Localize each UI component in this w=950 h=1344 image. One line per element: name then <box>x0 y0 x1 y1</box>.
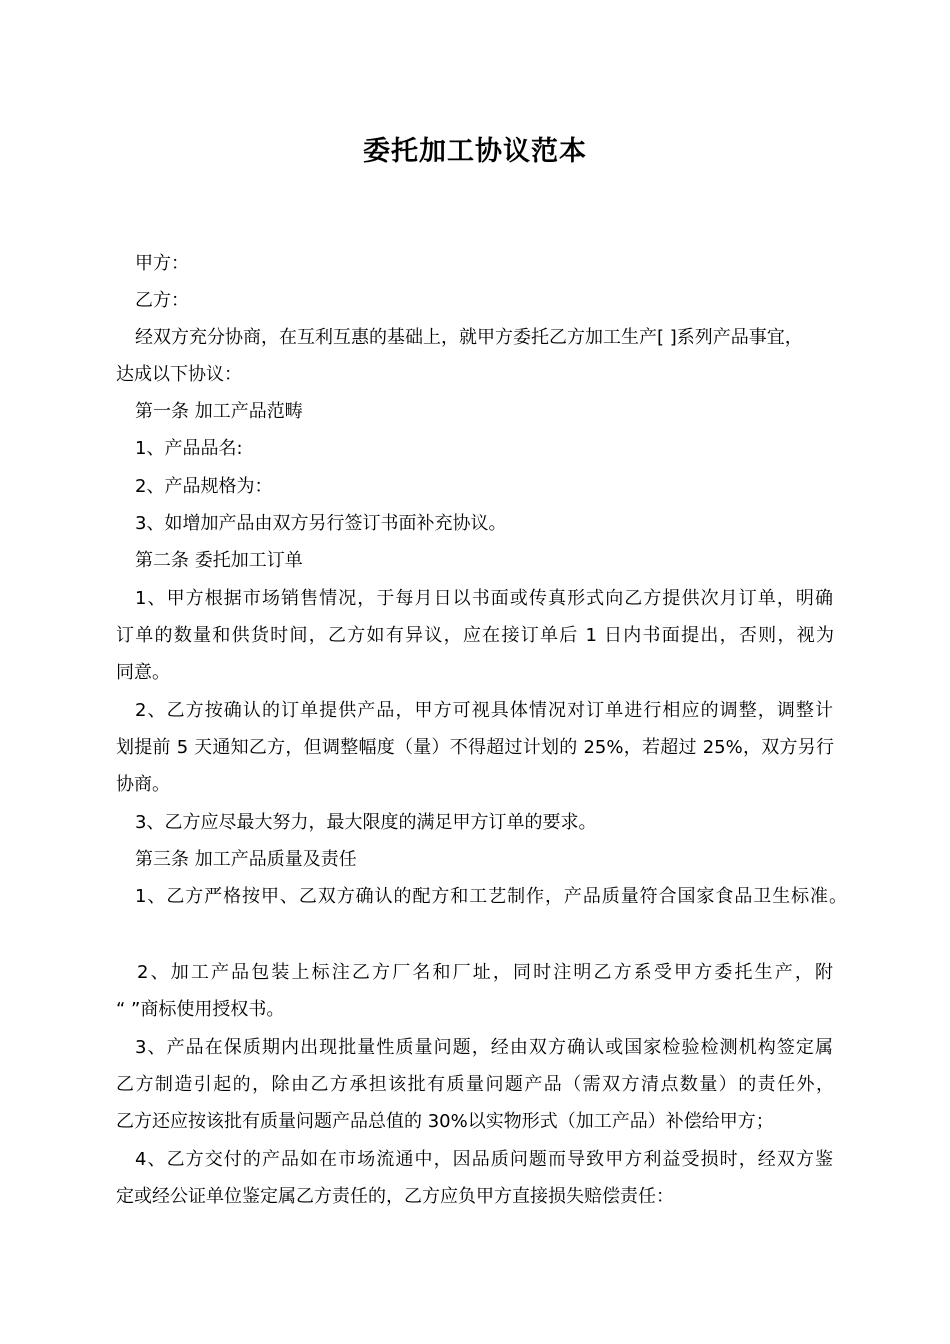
document-title: 委托加工协议范本 <box>363 136 587 167</box>
article-3-item-4-line-2: 定或经公证单位鉴定属乙方责任的，乙方应负甲方直接损失赔偿责任： <box>116 1186 674 1207</box>
article-1-item-3: 3、如增加产品由双方另行签订书面补充协议。 <box>135 513 507 534</box>
intro-paragraph-line-1: 经双方充分协商，在互利互惠的基础上，就甲方委托乙方加工生产[ ]系列产品事宜， <box>135 327 803 348</box>
article-2-item-1-line-1: 1、甲方根据市场销售情况，于每月日以书面或传真形式向乙方提供次月订单，明确 <box>135 588 833 609</box>
article-2-item-2-line-3: 协商。 <box>116 774 170 795</box>
article-3-item-1: 1、乙方严格按甲、乙双方确认的配方和工艺制作，产品质量符合国家食品卫生标准。 <box>135 886 847 907</box>
article-2-item-1-line-2: 订单的数量和供货时间，乙方如有异议，应在接订单后 1 日内书面提出，否则，视为 <box>116 625 834 646</box>
article-1-item-1: 1、产品品名: <box>135 438 243 459</box>
intro-paragraph-line-2: 达成以下协议： <box>116 364 242 385</box>
article-2-item-2-line-1: 2、乙方按确认的订单提供产品，甲方可视具体情况对订单进行相应的调整，调整计 <box>135 700 833 721</box>
article-2-heading: 第二条 委托加工订单 <box>135 550 303 571</box>
party-b-line: 乙方： <box>135 290 189 311</box>
article-2-item-2-line-2: 划提前 5 天通知乙方，但调整幅度（量）不得超过计划的 25%，若超过 25%，双方另行 <box>116 737 834 758</box>
article-3-item-3-line-2: 乙方制造引起的，除由乙方承担该批有质量问题产品（需双方清点数量）的责任外， <box>116 1074 834 1095</box>
article-3-item-3-line-3: 乙方还应按该批有质量问题产品总值的 30%以实物形式（加工产品）补偿给甲方； <box>116 1111 774 1132</box>
article-1-item-2: 2、产品规格为： <box>135 476 273 497</box>
article-1-heading: 第一条 加工产品范畴 <box>135 401 303 422</box>
article-3-item-2-line-2: “ ”商标使用授权书。 <box>116 999 285 1020</box>
article-3-item-3-line-1: 3、产品在保质期内出现批量性质量问题，经由双方确认或国家检验检测机构签定属 <box>135 1037 833 1058</box>
article-3-heading: 第三条 加工产品质量及责任 <box>135 849 357 870</box>
article-2-item-3: 3、乙方应尽最大努力，最大限度的满足甲方订单的要求。 <box>135 812 597 833</box>
article-3-item-2-line-1: 2、加工产品包装上标注乙方厂名和厂址，同时注明乙方系受甲方委托生产，附 <box>137 962 833 983</box>
party-a-line: 甲方： <box>135 253 189 274</box>
article-2-item-1-line-3: 同意。 <box>116 662 170 683</box>
article-3-item-4-line-1: 4、乙方交付的产品如在市场流通中，因品质问题而导致甲方利益受损时，经双方鉴 <box>135 1149 833 1170</box>
